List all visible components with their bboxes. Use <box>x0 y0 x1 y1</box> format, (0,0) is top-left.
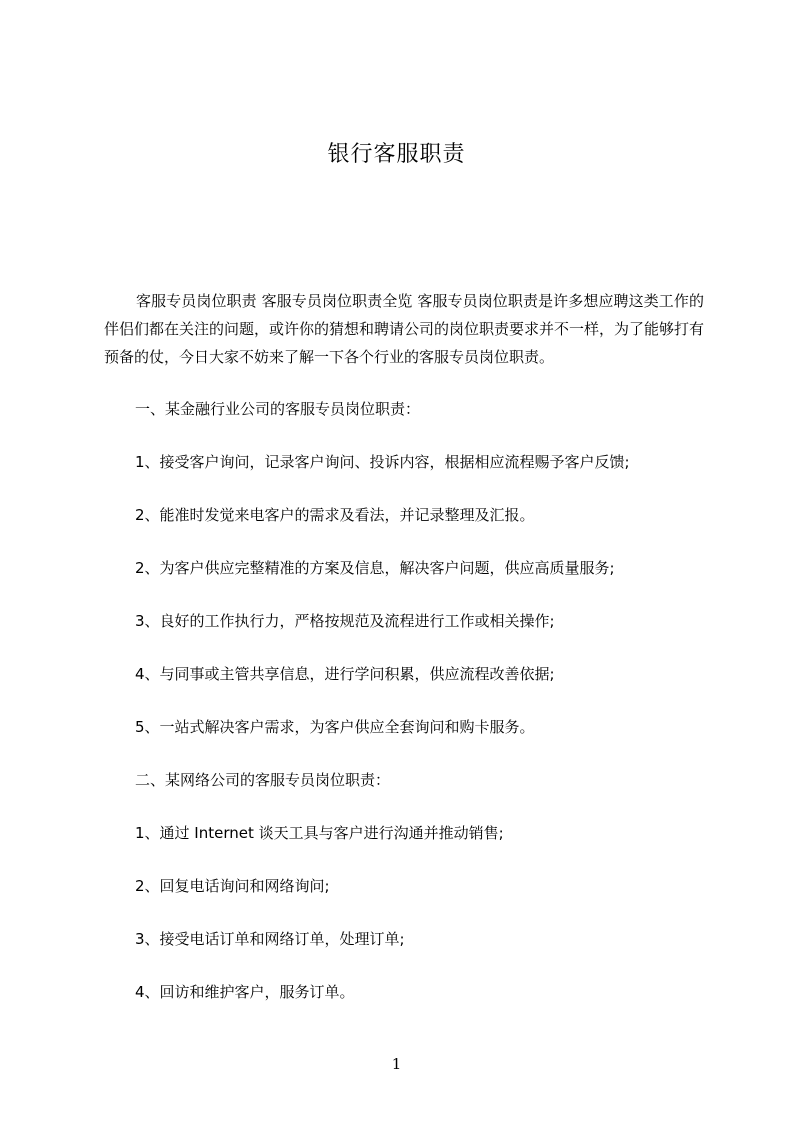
list-item: 1、通过 Internet 谈天工具与客户进行沟通并推动销售; <box>135 824 504 842</box>
list-item: 3、良好的工作执行力，严格按规范及流程进行工作或相关操作; <box>135 612 555 630</box>
list-item: 2、为客户供应完整精准的方案及信息，解决客户问题，供应高质量服务; <box>135 559 615 577</box>
list-item: 1、接受客户询问，记录客户询问、投诉内容，根据相应流程赐予客户反馈; <box>135 453 630 471</box>
list-item: 2、回复电话询问和网络询问; <box>135 877 330 895</box>
document-title: 银行客服职责 <box>327 142 466 167</box>
list-item: 3、接受电话订单和网络订单，处理订单; <box>135 930 405 948</box>
page-number: 1 <box>391 1055 402 1073</box>
section-heading-network: 二、某网络公司的客服专员岗位职责： <box>135 771 391 789</box>
list-item: 4、与同事或主管共享信息，进行学问积累，供应流程改善依据; <box>135 665 555 683</box>
list-item: 2、能准时发觉来电客户的需求及看法，并记录整理及汇报。 <box>135 506 535 524</box>
section-heading-finance: 一、某金融行业公司的客服专员岗位职责： <box>135 400 421 418</box>
list-item: 4、回访和维护客户，服务订单。 <box>135 983 355 1001</box>
list-item: 5、一站式解决客户需求，为客户供应全套询问和购卡服务。 <box>135 718 535 736</box>
intro-paragraph: 客服专员岗位职责 客服专员岗位职责全览 客服专员岗位职责是许多想应聘这类工作的伴侣们都在关注的问题，或许你的猜想和聘请公司的岗位职责要求并不一样，为了能够打有预备的仗，今日大家不妨来了解一下各个行业的客服专员岗位职责。 <box>104 292 705 366</box>
